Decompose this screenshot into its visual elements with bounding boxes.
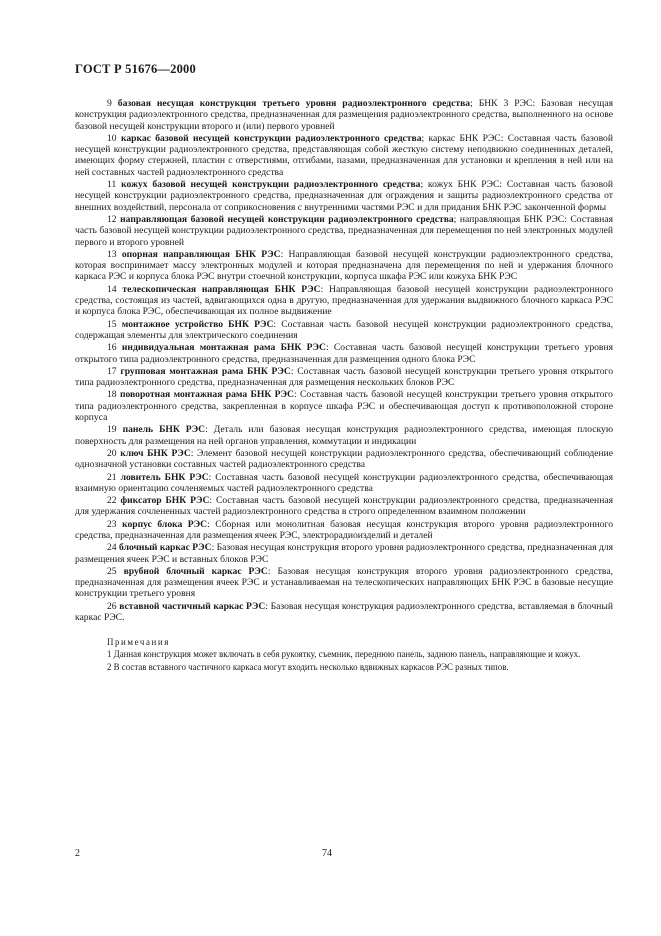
entry-number: 20	[107, 447, 117, 459]
definition-entry	[75, 542, 613, 565]
entry-term: поворотная монтажная рама БНК РЭС	[119, 389, 294, 401]
entry-definition: : Базовая несущая конструкция второго уровня радиоэлектронного средства, предназначенная для размещения ячеек РЭС и устанавливаемая на телескопических направляющих БНК РЭС в базовые несущие конструкции третьего уровня	[75, 565, 613, 600]
entry-term: панель БНК РЭС	[122, 424, 206, 436]
definition-entry	[75, 519, 613, 542]
entry-term: направляющая базовой несущей конструкции радиоэлектронного средства	[120, 213, 454, 225]
document-body	[75, 98, 613, 675]
definition-entry	[75, 319, 613, 342]
entry-definition: : Базовая несущая конструкция радиоэлектронного средства, вставляемая в блочный каркас РЭС.	[75, 600, 613, 624]
entry-number: 16	[107, 342, 117, 354]
definition-entry	[75, 366, 613, 389]
entry-number: 19	[107, 424, 117, 436]
entry-number: 9	[107, 98, 112, 109]
entry-term: монтажное устройство БНК РЭС	[121, 318, 274, 330]
page-number: 74	[322, 848, 332, 859]
entry-term: ловитель БНК РЭС	[120, 471, 209, 483]
definition-entry	[75, 284, 613, 318]
entry-term: блочный каркас РЭС	[119, 542, 212, 554]
entry-number: 13	[107, 248, 117, 260]
entry-definition: : Элемент базовой несущей конструкции радиоэлектронного средства, обеспечивающий соблюдение однозначной установки составных частей радиоэлектронного средства	[75, 447, 614, 471]
footer-left-number: 2	[75, 848, 80, 859]
entry-number: 17	[107, 365, 117, 377]
definition-entry	[75, 472, 613, 495]
entry-definition: ; направляющая БНК РЭС: Составная часть базовой несущей конструкции радиоэлектронного средства, предназначенная для перемещения по ней электронных модулей первого и второго уровней	[75, 213, 613, 248]
definition-entry	[75, 249, 613, 283]
entry-definition: : Составная часть базовой несущей конструкции третьего уровня открытого типа радиоэлектронного средства, закрепленная в корпусе шкафа РЭС и обеспечивающая доступ к противоположной стороне корпуса	[75, 389, 613, 424]
entry-number: 23	[107, 518, 117, 530]
entry-number: 15	[107, 318, 117, 330]
entry-term: кожух базовой несущей конструкции радиоэлектронного средства	[121, 179, 421, 191]
term-definitions	[75, 98, 613, 623]
definition-entry	[75, 424, 613, 447]
entry-definition: : Составная часть базовой несущей конструкции радиоэлектронного средства, предназначенная для удержания сочлененных частей радиоэлектронного средства в строго определенном взаимном положении	[75, 495, 614, 518]
entry-definition: : Базовая несущая конструкция второго уровня радиоэлектронного средства, предназначенная для размещения ячеек РЭС и вставных блоков РЭС	[75, 542, 613, 565]
entry-number: 18	[107, 389, 117, 401]
definition-entry	[75, 98, 613, 132]
entry-definition: : Направляющая базовой несущей конструкции радиоэлектронного средства, которая воспринимает массу электронных модулей и которая предназначена для перемещения по ней и удержания блочного каркаса РЭС и корпуса блока РЭС внутри стоечной конструкции, корпуса шкафа РЭС или кожуха БНК РЭС	[75, 248, 613, 283]
entry-definition: : Составная часть базовой несущей конструкции третьего уровня открытого типа радиоэлектронного средства, предназначенная для размещения одного блока РЭС	[75, 342, 613, 365]
entry-term: корпус блока РЭС	[122, 518, 208, 530]
entry-definition: : Направляющая базовой несущей конструкции радиоэлектронного средства, состоящая из частей, вдвигающихся одна в другую, предназначенная для удержания выдвижного блочного каркаса РЭС и корпуса блока РЭС, обеспечивающая их полное выдвижение	[75, 283, 613, 318]
entry-term: врубной блочный каркас РЭС	[123, 565, 268, 577]
entry-number: 26	[107, 600, 117, 612]
entry-number: 21	[107, 471, 117, 483]
entry-definition: : Составная часть базовой несущей конструкции радиоэлектронного средства, содержащая элементы для электрического соединения	[75, 318, 613, 341]
entry-term: каркас базовой несущей конструкции радиоэлектронного средства	[120, 132, 422, 144]
entry-term: опорная направляющая БНК РЭС	[121, 248, 281, 260]
entry-definition: : Деталь или базовая несущая конструкция радиоэлектронного средства, имеющая плоскую поверхность для размещения на ней органов управления, коммутации и индикации	[75, 424, 613, 447]
definition-entry	[75, 214, 613, 248]
definition-entry	[75, 448, 613, 471]
entry-definition: ; БНК 3 РЭС: Базовая несущая конструкция радиоэлектронного средства, предназначенная для размещения радиоэлектронного средства, выполненного на основе базовой несущей конструкции второго и (или) первого уровней	[75, 98, 613, 132]
entry-term: ключ БНК РЭС	[120, 447, 191, 459]
document-header: ГОСТ Р 51676—2000	[75, 62, 196, 76]
definition-entry	[75, 342, 613, 365]
definition-entry	[75, 179, 613, 213]
entry-definition: : Составная часть базовой несущей конструкции радиоэлектронного средства, обеспечивающая взаимную ориентацию сочленяемых частей радиоэлектронного средства	[75, 471, 613, 494]
entry-term: базовая несущая конструкция третьего уровня радиоэлектронного средства	[117, 98, 471, 109]
entry-number: 14	[107, 283, 117, 295]
entry-term: телескопическая направляющая БНК РЭС	[122, 283, 321, 295]
definition-entry	[75, 495, 613, 518]
entry-definition: : Составная часть базовой несущей конструкции третьего уровня открытого типа радиоэлектронного средства, предназначенная для размещения нескольких блоков РЭС	[75, 365, 613, 389]
definition-entry	[75, 389, 613, 423]
entry-definition: ; каркас БНК РЭС: Составная часть базовой несущей конструкции радиоэлектронного средства, представляющая собой жесткую систему неподвижно соединенных деталей, имеющих форму стержней, пластин с отверстиями, отгибами, пазами, предназначенная для установки и крепления в ней или на ней составных частей радиоэлектронного средства	[75, 132, 613, 178]
notes-section	[75, 637, 613, 672]
entry-number: 22	[107, 495, 117, 507]
entry-number: 24	[107, 542, 117, 554]
entry-definition: ; кожух БНК РЭС: Составная часть базовой несущей конструкции радиоэлектронного средства, предназначенная для ограждения и защиты радиоэлектронного средства от внешних воздействий, персонала от соприкосновения с внутренними частями РЭС и для придания БНК РЭС законченной формы	[75, 179, 613, 213]
definition-entry	[75, 601, 613, 624]
entry-number: 25	[107, 565, 117, 577]
entry-term: фиксатор БНК РЭС	[120, 495, 210, 507]
entry-definition: : Сборная или монолитная базовая несущая конструкция второго уровня радиоэлектронного средства, предназначенная для размещения ячеек РЭС, электрорадиоизделий и деталей	[75, 518, 613, 541]
entry-term: вставной частичный каркас РЭС	[119, 600, 266, 612]
note-item: 1 Данная конструкция может включать в себя рукоятку, съемник, переднюю панель, заднюю панель, направляющие и кожух.	[107, 649, 581, 660]
entry-number: 11	[107, 179, 117, 191]
entry-number: 12	[107, 213, 117, 225]
note-item: 2 В состав вставного частичного каркаса могут входить несколько вдвижных каркасов РЭС разных типов.	[107, 661, 509, 672]
entry-number: 10	[107, 132, 117, 144]
definition-entry	[75, 133, 613, 178]
definition-entry	[75, 566, 613, 600]
notes-title: Примечания	[107, 637, 170, 648]
entry-term: индивидуальная монтажная рама БНК РЭС	[121, 342, 326, 354]
entry-term: групповая монтажная рама БНК РЭС	[120, 365, 291, 377]
